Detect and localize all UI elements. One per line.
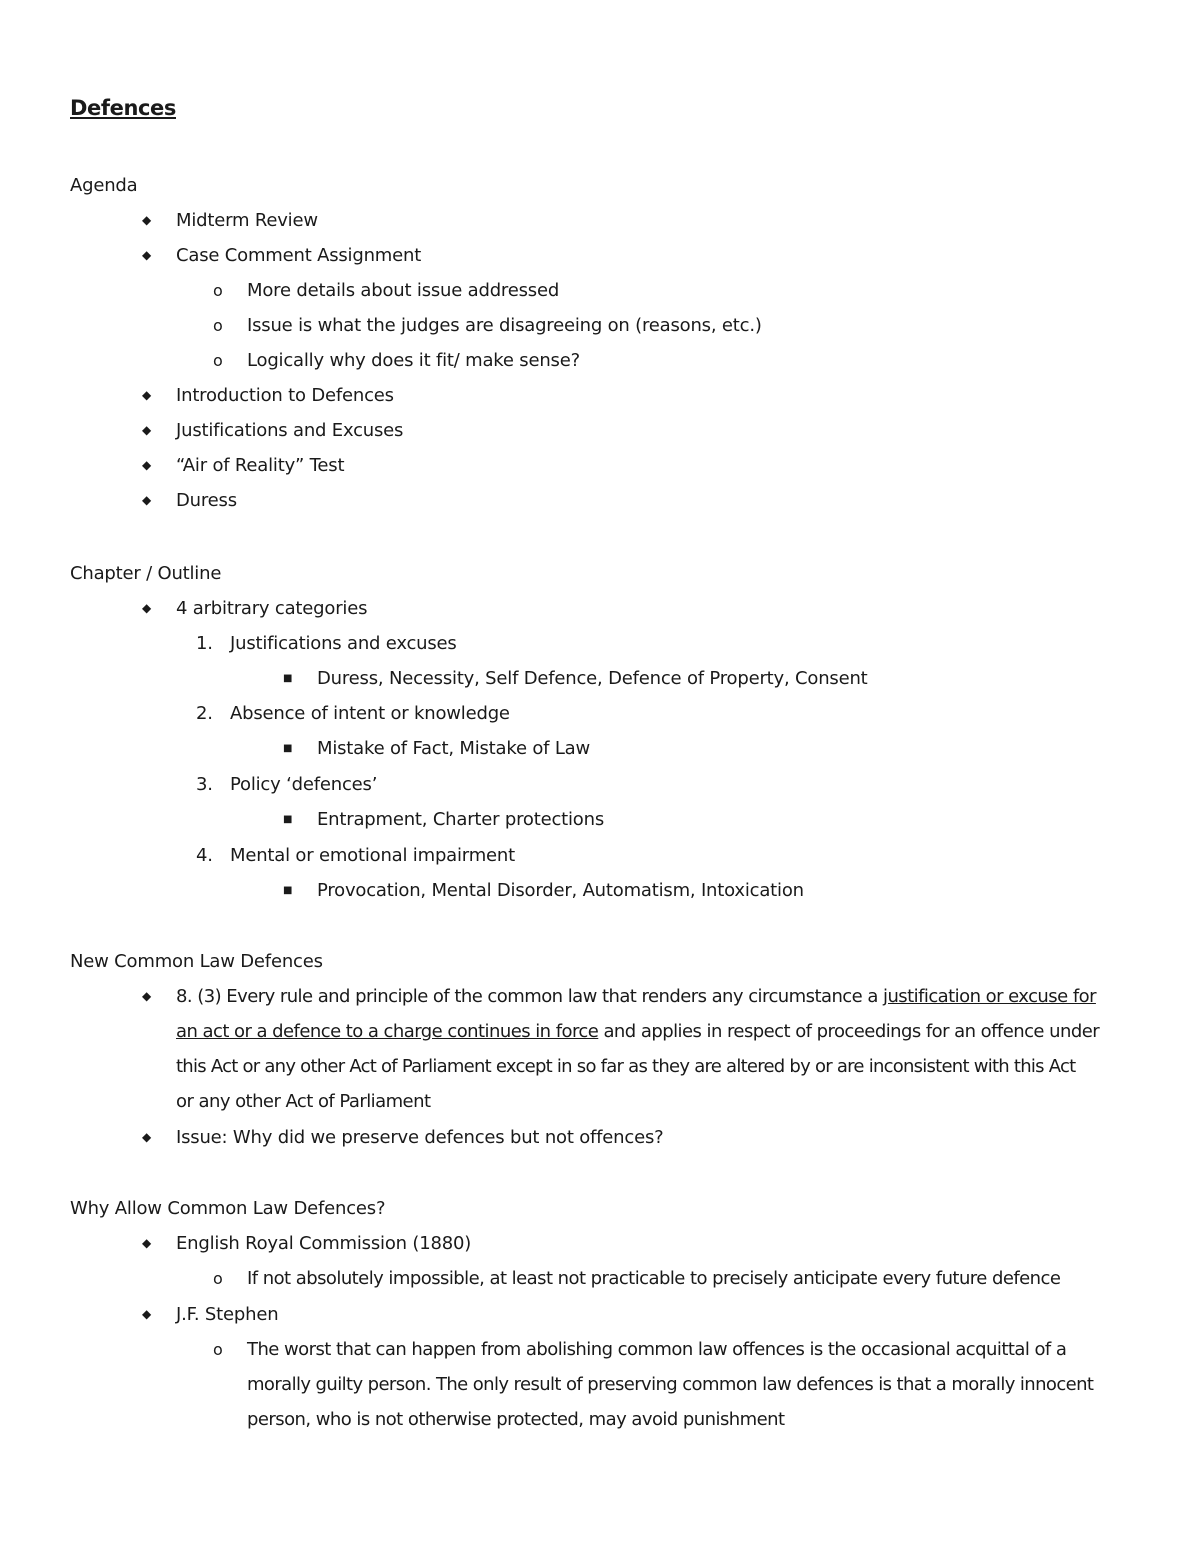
commission-sub-item: If not absolutely impossible, at least not practicable to precisely anticipate every future defence [247, 1268, 1061, 1289]
stephen-quote: morally guilty person. The only result of preserving common law defences is that a morally innocent [247, 1374, 1094, 1395]
stephen-quote: The worst that can happen from abolishing common law offences is the occasional acquittal of a [247, 1339, 1067, 1360]
square-bullet-icon: ■ [283, 743, 293, 754]
agenda-item-air-of-reality: “Air of Reality” Test [176, 455, 345, 476]
square-bullet-icon: ■ [283, 673, 293, 684]
circle-bullet-icon: o [213, 1269, 223, 1288]
diamond-bullet-icon: ◆ [142, 1307, 152, 1321]
diamond-bullet-icon: ◆ [142, 248, 152, 262]
circle-bullet-icon: o [213, 281, 223, 300]
square-bullet-icon: ■ [283, 885, 293, 896]
new-common-law-heading: New Common Law Defences [70, 951, 323, 972]
agenda-item-duress: Duress [176, 490, 237, 511]
category-detail: Mistake of Fact, Mistake of Law [317, 738, 591, 759]
section-text: 8. (3) Every rule and principle of the common law that renders any circumstance a [176, 986, 883, 1007]
category-number: 3. [196, 774, 213, 795]
case-comment-sub-item: Logically why does it fit/ make sense? [247, 350, 580, 371]
diamond-bullet-icon: ◆ [142, 388, 152, 402]
agenda-item-intro: Introduction to Defences [176, 385, 394, 406]
category-label: Justifications and excuses [230, 633, 457, 654]
category-detail: Duress, Necessity, Self Defence, Defence of Property, Consent [317, 668, 868, 689]
page-title: Defences [70, 96, 176, 120]
section-8-3-paragraph: or any other Act of Parliament [176, 1091, 431, 1112]
agenda-item-justifications: Justifications and Excuses [176, 420, 404, 441]
diamond-bullet-icon: ◆ [142, 1130, 152, 1144]
diamond-bullet-icon: ◆ [142, 493, 152, 507]
stephen-item: J.F. Stephen [176, 1304, 279, 1325]
category-number: 1. [196, 633, 213, 654]
stephen-quote: person, who is not otherwise protected, may avoid punishment [247, 1409, 785, 1430]
diamond-bullet-icon: ◆ [142, 458, 152, 472]
square-bullet-icon: ■ [283, 814, 293, 825]
issue-item: Issue: Why did we preserve defences but not offences? [176, 1127, 664, 1148]
diamond-bullet-icon: ◆ [142, 423, 152, 437]
circle-bullet-icon: o [213, 316, 223, 335]
case-comment-sub-item: Issue is what the judges are disagreeing on (reasons, etc.) [247, 315, 762, 336]
agenda-item-midterm: Midterm Review [176, 210, 318, 231]
category-number: 4. [196, 845, 213, 866]
category-detail: Entrapment, Charter protections [317, 809, 605, 830]
agenda-item-case-comment: Case Comment Assignment [176, 245, 422, 266]
chapter-item: 4 arbitrary categories [176, 598, 368, 619]
underlined-text: an act or a defence to a charge continues in force [176, 1021, 599, 1042]
category-label: Absence of intent or knowledge [230, 703, 510, 724]
category-label: Mental or emotional impairment [230, 845, 515, 866]
underlined-text: justification or excuse for [883, 986, 1096, 1007]
diamond-bullet-icon: ◆ [142, 1236, 152, 1250]
section-text: and applies in respect of proceedings for an offence under [598, 1021, 1100, 1042]
chapter-heading: Chapter / Outline [70, 563, 222, 584]
section-8-3-paragraph: this Act or any other Act of Parliament except in so far as they are altered by or are inconsistent with this Act [176, 1056, 1076, 1077]
diamond-bullet-icon: ◆ [142, 601, 152, 615]
why-allow-heading: Why Allow Common Law Defences? [70, 1198, 386, 1219]
agenda-heading: Agenda [70, 175, 138, 196]
section-8-3-paragraph [176, 979, 1096, 1014]
diamond-bullet-icon: ◆ [142, 213, 152, 227]
case-comment-sub-item: More details about issue addressed [247, 280, 560, 301]
category-number: 2. [196, 703, 213, 724]
circle-bullet-icon: o [213, 351, 223, 370]
section-8-3-paragraph [176, 1014, 1099, 1049]
circle-bullet-icon: o [213, 1340, 223, 1359]
diamond-bullet-icon: ◆ [142, 989, 152, 1003]
commission-item: English Royal Commission (1880) [176, 1233, 472, 1254]
category-detail: Provocation, Mental Disorder, Automatism, Intoxication [317, 880, 804, 901]
category-label: Policy ‘defences’ [230, 774, 378, 795]
